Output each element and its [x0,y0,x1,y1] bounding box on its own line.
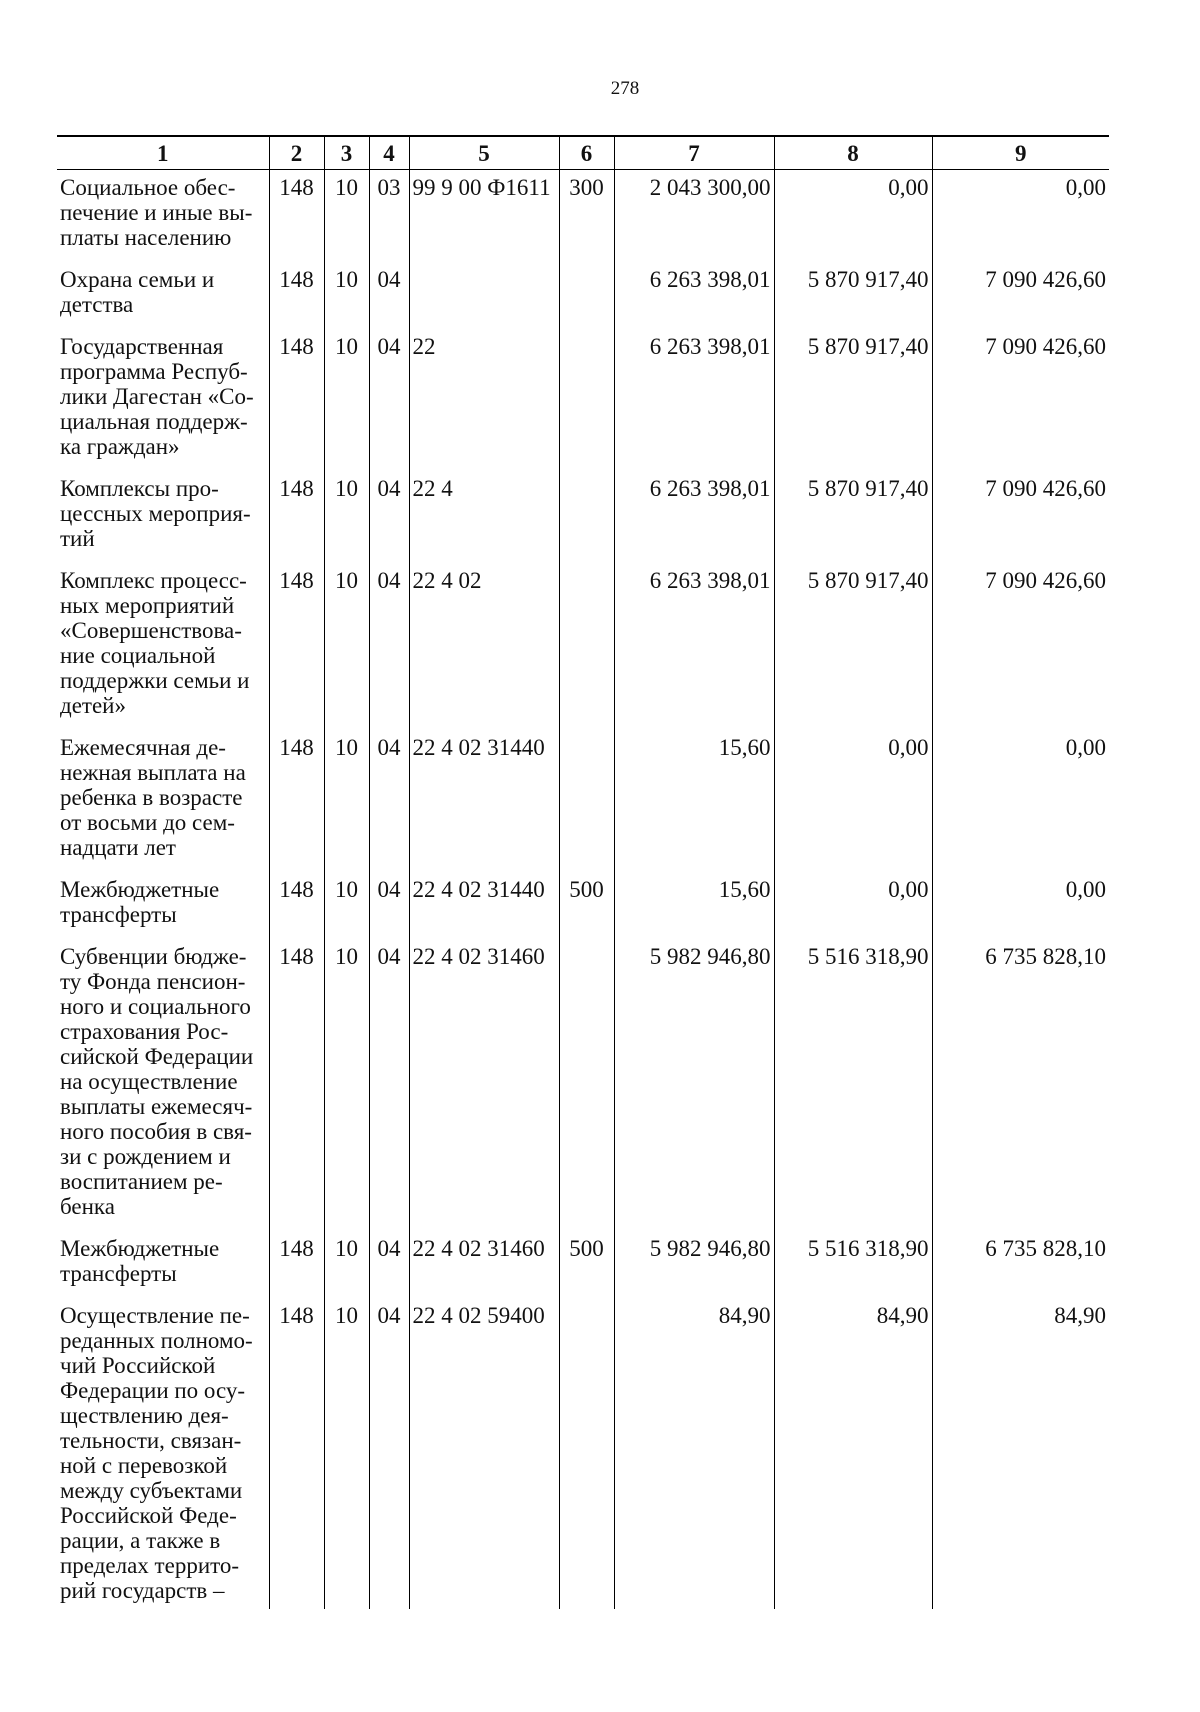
target-article-cell: 22 4 02 31460 [409,1231,559,1298]
amount-cell: 7 090 426,60 [932,563,1109,730]
table-row [57,1231,1109,1298]
section-cell: 10 [324,1298,369,1609]
table-row [57,1298,1109,1609]
subsection-cell: 04 [369,730,409,872]
row-name-text: Комплекс процесс- ных мероприятий «Совершенствова- ние социальной поддержки семьи и детей» [60,568,250,718]
code-cell: 148 [269,170,324,263]
expense-type-cell [559,329,614,471]
subsection-cell: 04 [369,939,409,1231]
amount-cell: 0,00 [932,730,1109,872]
subsection-cell: 03 [369,170,409,263]
expense-type-cell [559,1298,614,1609]
row-name-text: Государственная программа Респуб- лики Дагестан «Со- циальная поддерж- ка граждан» [60,334,254,459]
table-row [57,262,1109,329]
row-name-cell [57,563,269,730]
expense-type-cell [559,730,614,872]
expense-type-cell [559,262,614,329]
amount-cell: 2 043 300,00 [614,170,774,263]
amount-cell: 5 870 917,40 [774,329,932,471]
subsection-cell: 04 [369,262,409,329]
amount-cell: 0,00 [774,170,932,263]
amount-cell: 5 516 318,90 [774,939,932,1231]
section-cell: 10 [324,872,369,939]
target-article-cell: 22 4 02 31440 [409,872,559,939]
column-header: 7 [614,136,774,170]
amount-cell: 15,60 [614,730,774,872]
row-name-text: Ежемесячная де- нежная выплата на ребенка в возрасте от восьми до сем- надцати лет [60,735,246,860]
expense-type-cell [559,563,614,730]
amount-cell: 6 263 398,01 [614,262,774,329]
section-cell: 10 [324,730,369,872]
row-name-text: Охрана семьи и детства [60,267,215,317]
row-name-cell [57,872,269,939]
table-row [57,170,1109,263]
row-name-cell [57,471,269,563]
amount-cell: 6 263 398,01 [614,471,774,563]
subsection-cell: 04 [369,872,409,939]
subsection-cell: 04 [369,1231,409,1298]
table-row [57,563,1109,730]
column-header: 1 [57,136,269,170]
amount-cell: 7 090 426,60 [932,262,1109,329]
subsection-cell: 04 [369,563,409,730]
row-name-text: Осуществление пе- реданных полномо- чий Российской Федерации по осу- ществлению дея- тельности, связан- ной с перевозкой между субъектами Российской Феде- рации, а также в пределах террито- рий государств – [60,1303,253,1603]
amount-cell: 0,00 [932,170,1109,263]
row-name-text: Межбюджетные трансферты [60,877,220,927]
row-name-cell [57,730,269,872]
section-cell: 10 [324,1231,369,1298]
row-name-cell [57,329,269,471]
target-article-cell: 99 9 00 Ф1611 [409,170,559,263]
expense-type-cell: 500 [559,1231,614,1298]
expense-type-cell: 500 [559,872,614,939]
budget-table [57,135,1109,1609]
section-cell: 10 [324,262,369,329]
column-header: 8 [774,136,932,170]
code-cell: 148 [269,262,324,329]
table-row [57,471,1109,563]
section-cell: 10 [324,329,369,471]
row-name-cell [57,939,269,1231]
amount-cell: 5 982 946,80 [614,939,774,1231]
target-article-cell: 22 4 02 31460 [409,939,559,1231]
code-cell: 148 [269,730,324,872]
amount-cell: 84,90 [614,1298,774,1609]
column-header: 3 [324,136,369,170]
row-name-text: Субвенции бюдже- ту Фонда пенсион- ного и социального страхования Рос- сийской Федерации на осуществление выплаты ежемесяч- ного пособия в свя- зи с рождением и воспитанием ре- бенка [60,944,254,1219]
code-cell: 148 [269,329,324,471]
section-cell: 10 [324,563,369,730]
row-name-cell [57,170,269,263]
expense-type-cell: 300 [559,170,614,263]
row-name-cell [57,1231,269,1298]
row-name-cell [57,1298,269,1609]
page-number: 278 [610,78,640,99]
code-cell: 148 [269,1298,324,1609]
amount-cell: 6 735 828,10 [932,939,1109,1231]
target-article-cell: 22 4 02 31440 [409,730,559,872]
target-article-cell: 22 4 02 [409,563,559,730]
amount-cell: 5 516 318,90 [774,1231,932,1298]
subsection-cell: 04 [369,1298,409,1609]
column-header: 9 [932,136,1109,170]
code-cell: 148 [269,939,324,1231]
target-article-cell: 22 [409,329,559,471]
table-row [57,329,1109,471]
code-cell: 148 [269,471,324,563]
column-header: 6 [559,136,614,170]
expense-type-cell [559,939,614,1231]
amount-cell: 0,00 [774,730,932,872]
amount-cell: 7 090 426,60 [932,329,1109,471]
amount-cell: 5 870 917,40 [774,262,932,329]
column-header: 2 [269,136,324,170]
column-header: 5 [409,136,559,170]
amount-cell: 84,90 [932,1298,1109,1609]
code-cell: 148 [269,872,324,939]
amount-cell: 0,00 [774,872,932,939]
amount-cell: 15,60 [614,872,774,939]
amount-cell: 5 870 917,40 [774,563,932,730]
target-article-cell [409,262,559,329]
amount-cell: 7 090 426,60 [932,471,1109,563]
code-cell: 148 [269,563,324,730]
row-name-text: Социальное обес- печение и иные вы- платы населению [60,175,253,250]
amount-cell: 6 263 398,01 [614,563,774,730]
row-name-text: Межбюджетные трансферты [60,1236,220,1286]
row-name-text: Комплексы про- цессных мероприя- тий [60,476,251,551]
expense-type-cell [559,471,614,563]
code-cell: 148 [269,1231,324,1298]
subsection-cell: 04 [369,329,409,471]
target-article-cell: 22 4 [409,471,559,563]
subsection-cell: 04 [369,471,409,563]
amount-cell: 84,90 [774,1298,932,1609]
table-row [57,872,1109,939]
table-body [57,170,1109,1610]
section-cell: 10 [324,471,369,563]
section-cell: 10 [324,939,369,1231]
target-article-cell: 22 4 02 59400 [409,1298,559,1609]
amount-cell: 0,00 [932,872,1109,939]
amount-cell: 5 870 917,40 [774,471,932,563]
row-name-cell [57,262,269,329]
table-row [57,730,1109,872]
amount-cell: 5 982 946,80 [614,1231,774,1298]
amount-cell: 6 735 828,10 [932,1231,1109,1298]
header-row [57,136,1109,170]
amount-cell: 6 263 398,01 [614,329,774,471]
column-header: 4 [369,136,409,170]
table-row [57,939,1109,1231]
section-cell: 10 [324,170,369,263]
